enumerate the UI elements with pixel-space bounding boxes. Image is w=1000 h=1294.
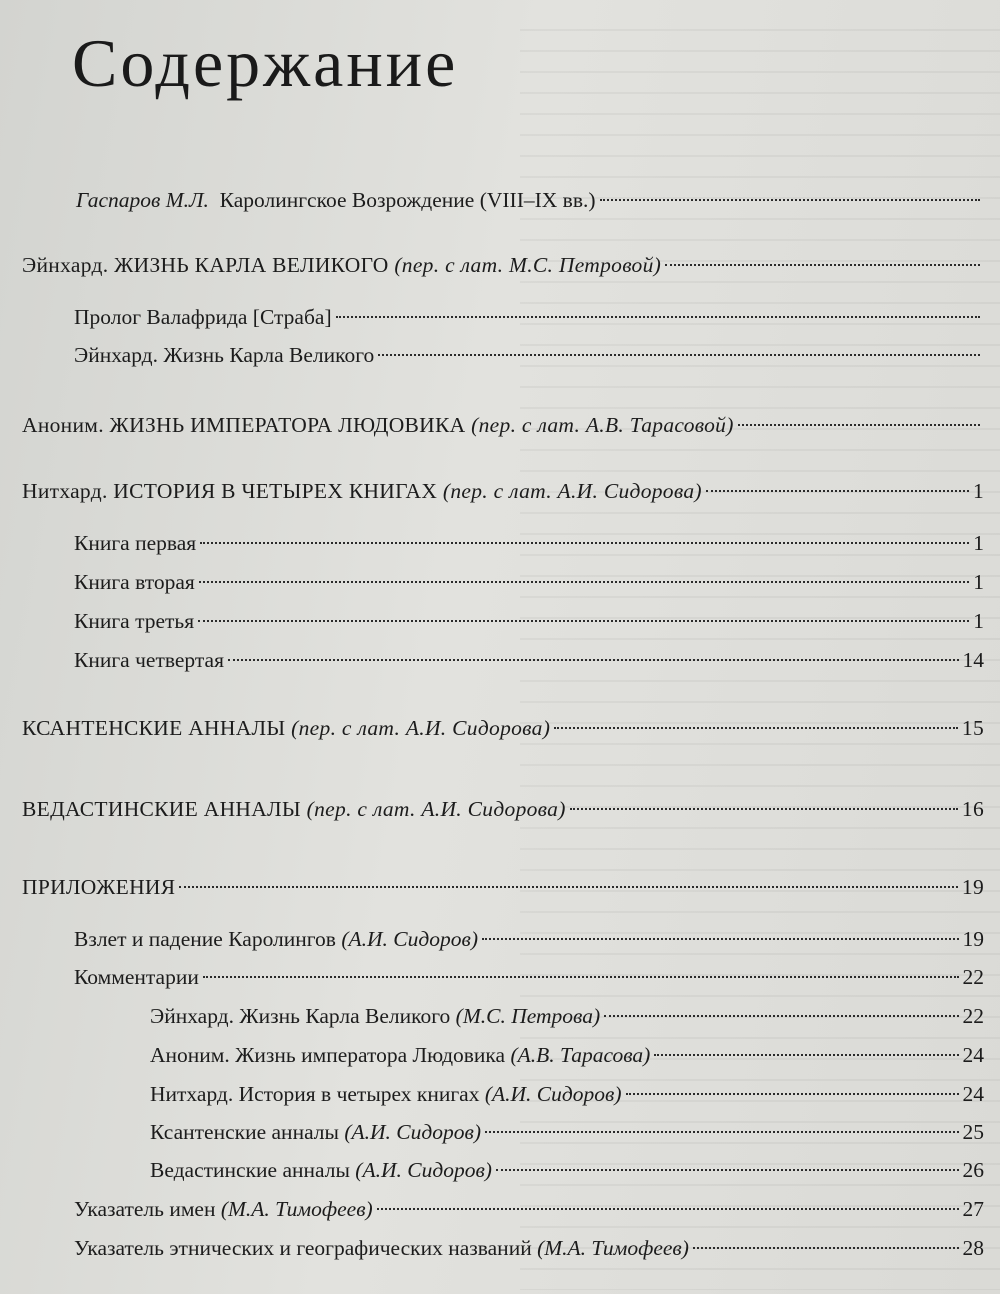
toc-entry-title: Эйнхард. Жизнь Карла Великого [74,343,375,367]
toc-page-number: 14 [962,648,984,672]
dot-leader [626,1093,959,1095]
toc-page-number: 1 [973,531,984,555]
dot-leader [554,727,958,729]
toc-page-number: 28 [962,1236,984,1260]
page-title: Содержание [72,25,459,101]
toc-entry-title: Книга первая [74,531,197,555]
toc-entry-translator: (А.И. Сидоров) [341,927,478,951]
dot-leader [665,264,980,266]
toc-entry-comm-anonymous[interactable] [150,1041,984,1069]
toc-entry-title: Книга четвертая [74,648,224,672]
dot-leader [228,659,959,661]
toc-entry-translator: (М.А. Тимофеев) [537,1236,689,1260]
toc-page-number: 1 [972,479,984,503]
dot-leader [482,938,959,940]
toc-entry-rise-fall[interactable] [74,925,984,953]
toc-entry-title: Взлет и падение Каролингов [74,927,336,951]
dot-leader [203,976,959,978]
toc-entry-vedastine[interactable] [22,795,984,823]
toc-entry-translator: (пер. с лат. А.И. Сидорова) [442,479,702,503]
toc-entry-title: Указатель этнических и географических названий [74,1236,532,1260]
toc-entry-title: Каролингское Возрождение (VIII–IX вв.) [219,188,596,212]
dot-leader [604,1015,958,1017]
toc-entry-einhard-life[interactable] [74,341,984,369]
toc-page-number: 1 [973,609,984,633]
dot-leader [377,1208,959,1210]
toc-page-number: 22 [962,1004,984,1028]
toc-page-number: 19 [961,875,984,899]
dot-leader [706,490,969,492]
dot-leader [198,620,969,622]
toc-entry-translator: (А.И. Сидоров) [484,1082,622,1106]
toc-entry-title: Аноним. ЖИЗНЬ ИМПЕРАТОРА ЛЮДОВИКА [22,413,466,437]
toc-page-number: 15 [961,716,984,740]
toc-entry-appendices[interactable] [22,873,984,901]
toc-entry-geo-index[interactable] [74,1234,984,1262]
toc-entry-title: Пролог Валафрида [Страба] [74,305,332,329]
dot-leader [200,542,969,544]
toc-entry-translator: (пер. с лат. А.И. Сидорова) [306,797,566,821]
dot-leader [693,1247,959,1249]
toc-entry-translator: (пер. с лат. А.И. Сидорова) [291,716,551,740]
toc-entry-translator: (М.С. Петрова) [455,1004,601,1028]
toc-entry-title: Эйнхард. ЖИЗНЬ КАРЛА ВЕЛИКОГО [22,253,389,277]
dot-leader [336,316,980,318]
toc-entry-xanten[interactable] [22,714,984,742]
toc-page-number: 22 [962,965,984,989]
toc-page-number: 19 [962,927,984,951]
toc-entry-book-1[interactable] [74,529,984,557]
toc-entry-author: Гаспаров М.Л. [76,188,209,212]
toc-entry-comm-einhard[interactable] [150,1002,984,1030]
toc-page-number: 24 [962,1082,984,1106]
toc-entry-book-4[interactable] [74,646,984,674]
toc-entry-translator: (А.И. Сидоров) [355,1158,492,1182]
toc-page-number: 25 [962,1120,984,1144]
toc-entry-intro[interactable] [76,186,984,214]
dot-leader [199,581,970,583]
toc-page-number: 1 [973,570,984,594]
toc-entry-translator: (пер. с лат. А.В. Тарасовой) [471,413,734,437]
toc-entry-title: Книга вторая [74,570,195,594]
toc-entry-title: КСАНТЕНСКИЕ АННАЛЫ [22,716,286,740]
toc-entry-prologue[interactable] [74,303,984,331]
toc-entry-commentary[interactable] [74,963,984,991]
toc-entry-book-3[interactable] [74,607,984,635]
dot-leader [738,424,980,426]
toc-entry-comm-vedastine[interactable] [150,1156,984,1184]
toc-entry-book-2[interactable] [74,568,984,596]
toc-page-number: 16 [961,797,984,821]
toc-page-number: 27 [962,1197,984,1221]
toc-entry-translator: (А.В. Тарасова) [510,1043,651,1067]
dot-leader [654,1054,958,1056]
toc-page-number: 26 [962,1158,984,1182]
toc-entry-title: Книга третья [74,609,195,633]
dot-leader [485,1131,958,1133]
toc-entry-title: Нитхард. История в четырех книгах [150,1082,480,1106]
toc-entry-translator: (М.А. Тимофеев) [220,1197,373,1221]
toc-entry-title: Ведастинские анналы [150,1158,350,1182]
toc-entry-title: Аноним. Жизнь императора Людовика [150,1043,506,1067]
toc-entry-nithard[interactable] [22,477,984,505]
dot-leader [600,199,980,201]
toc-entry-title: Комментарии [74,965,199,989]
toc-entry-title: Эйнхард. Жизнь Карла Великого [150,1004,451,1028]
toc-entry-title: ПРИЛОЖЕНИЯ [22,875,176,899]
toc-entry-title: ВЕДАСТИНСКИЕ АННАЛЫ [22,797,301,821]
toc-entry-anonymous[interactable] [22,411,984,439]
toc-entry-comm-xanten[interactable] [150,1118,984,1146]
toc-entry-title: Указатель имен [74,1197,216,1221]
toc-entry-einhard[interactable] [22,251,984,279]
toc-entry-translator: (пер. с лат. М.С. Петровой) [394,253,662,277]
toc-entry-title: Нитхард. ИСТОРИЯ В ЧЕТЫРЕХ КНИГАХ [22,479,438,503]
dot-leader [496,1169,959,1171]
toc-page-number: 24 [962,1043,984,1067]
dot-leader [570,808,958,810]
toc-entry-name-index[interactable] [74,1195,984,1223]
toc-entry-title: Ксантенские анналы [150,1120,339,1144]
toc-entry-translator: (А.И. Сидоров) [344,1120,482,1144]
dot-leader [179,886,958,888]
dot-leader [378,354,980,356]
toc-entry-comm-nithard[interactable] [150,1080,984,1108]
